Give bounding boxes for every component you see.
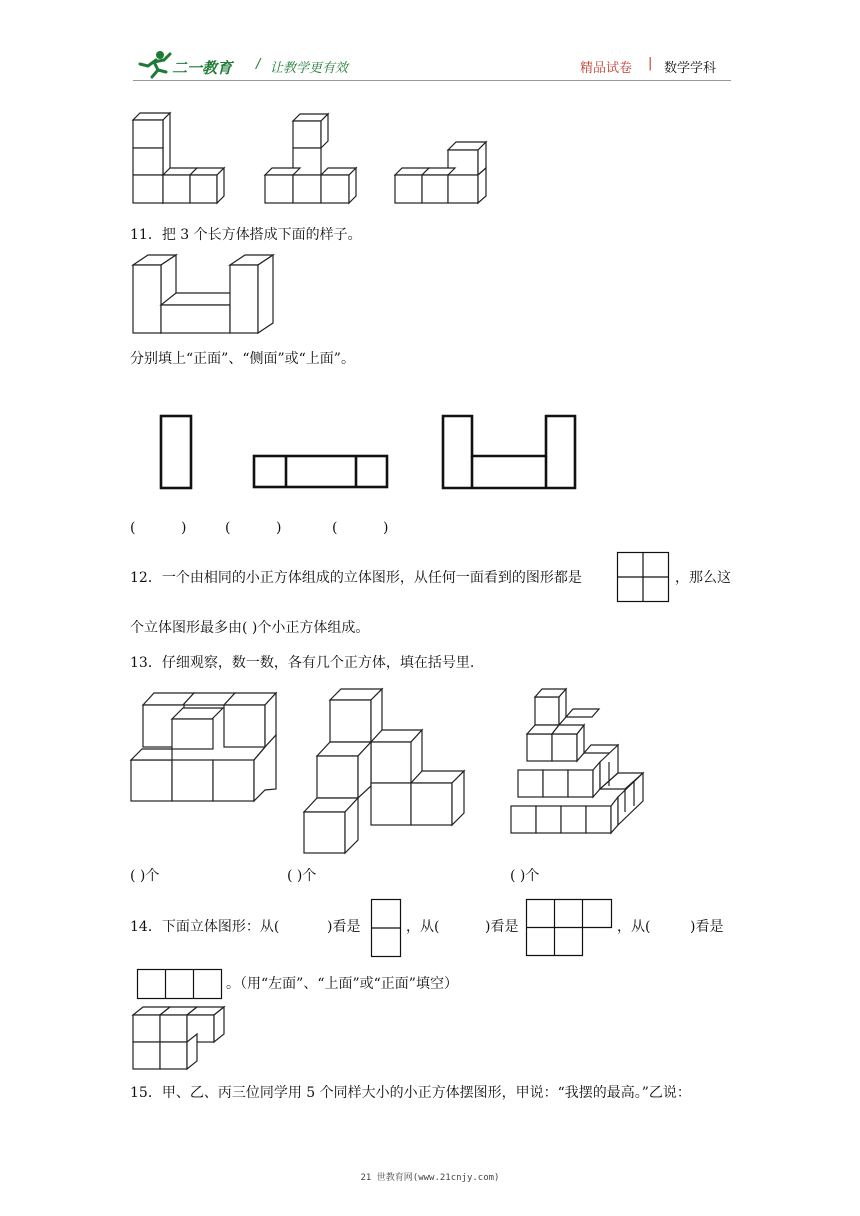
q11-blank-2-close: ) bbox=[276, 520, 282, 536]
slogan-separator: / bbox=[256, 57, 261, 72]
q14-part-4: )看是 bbox=[485, 919, 519, 935]
footer: 21 世教育网(www.21cnjy.com) bbox=[360, 1173, 500, 1183]
slogan: 让教学更有效 bbox=[270, 61, 349, 76]
q11-blank-2-open: ( bbox=[225, 520, 231, 536]
q12-line1-a: 12．一个由相同的小正方体组成的立体图形，从任何一面看到的图形都是 bbox=[130, 570, 582, 586]
header-separator: | bbox=[648, 56, 653, 71]
header-label-subject: 数学学科 bbox=[664, 61, 717, 76]
q14-part-5: ，从( bbox=[617, 919, 651, 935]
header-label-premium: 精品试卷 bbox=[580, 61, 633, 76]
q11-blank-3-open: ( bbox=[332, 520, 338, 536]
q13-answer-a: ( )个 bbox=[130, 868, 160, 884]
q11-blank-3-close: ) bbox=[383, 520, 389, 536]
logo-text: 二一教育 bbox=[172, 59, 233, 77]
q11-blank-1-open: ( bbox=[130, 520, 136, 536]
q11-stem: 11．把 3 个长方体搭成下面的样子。 bbox=[130, 227, 362, 243]
q14-part-1: 14．下面立体图形：从( bbox=[130, 919, 280, 935]
q12-line2: 个立体图形最多由( )个小正方体组成。 bbox=[130, 620, 370, 636]
q14-part-2: )看是 bbox=[327, 919, 361, 935]
q12-line1-b: ，那么这 bbox=[675, 570, 731, 586]
q14-part-3: ，从( bbox=[406, 919, 440, 935]
q13-stem: 13．仔细观察，数一数，各有几个正方体，填在括号里. bbox=[130, 655, 475, 671]
q13-answer-c: ( )个 bbox=[510, 868, 540, 884]
q11-blank-1-close: ) bbox=[181, 520, 187, 536]
q13-answer-b: ( )个 bbox=[287, 868, 317, 884]
q15-stem: 15．甲、乙、丙三位同学用 5 个同样大小的小正方体摆图形，甲说：“我摆的最高。”乙说： bbox=[130, 1085, 691, 1101]
q11-instruction: 分别填上“正面”、“侧面”或“上面”。 bbox=[130, 351, 355, 367]
q14-part-6: )看是 bbox=[690, 919, 724, 935]
q14-line2: 。（用“左面”、“上面”或“正面”填空） bbox=[226, 976, 458, 992]
